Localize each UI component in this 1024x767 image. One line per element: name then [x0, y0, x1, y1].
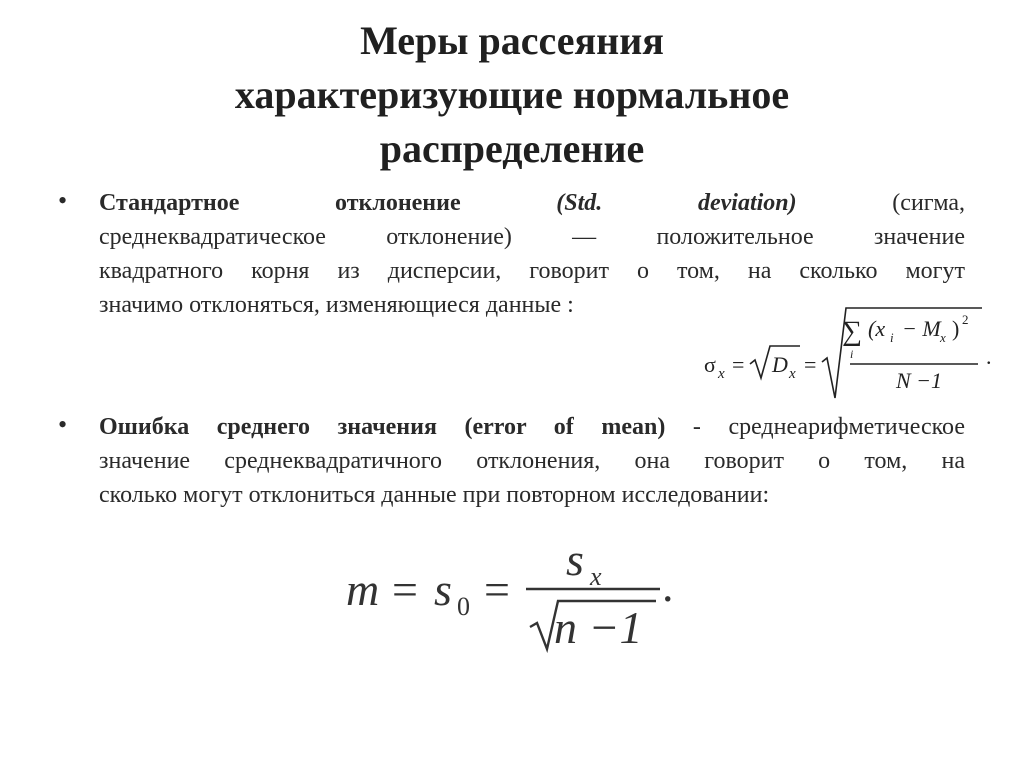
bullet-2-line-2: значение среднеквадратичного отклонения, она говорит о том, на — [99, 448, 965, 474]
term-error-of-mean: Ошибка среднего значения (error of mean) — [99, 414, 666, 440]
term-std-2: отклонение — [335, 190, 461, 216]
error-of-mean-formula — [340, 535, 680, 665]
numerator-m-subscript: x — [940, 330, 946, 345]
numerator-s-subscript: x — [590, 562, 602, 591]
numerator-minus-m: − M — [902, 316, 941, 341]
term-std-4: deviation) — [697, 190, 797, 216]
numerator-x-index: i — [890, 330, 894, 345]
sum-index: i — [850, 347, 854, 361]
bullet-2-line-3: сколько могут отклониться данные при повторном исследовании: — [99, 482, 770, 508]
numerator-close-paren: ) — [952, 316, 960, 341]
formula-1-period: . — [986, 344, 992, 369]
bullet-2-line-1 — [99, 410, 965, 444]
numerator-exponent: 2 — [962, 312, 969, 327]
bullet-1-line-4: значимо отклоняться, изменяющиеся данные : — [99, 292, 574, 318]
title-line-2: характеризующие нормальное — [234, 72, 790, 117]
s-symbol: s — [434, 564, 452, 615]
bullet-1-line-3: квадратного корня из дисперсии, говорит о том, на сколько могут — [99, 258, 965, 284]
m-symbol: m — [346, 564, 380, 615]
equals-sign-4: = — [484, 564, 510, 615]
term-std-5: (сигма, — [892, 190, 965, 216]
equals-sign-3: = — [392, 564, 418, 615]
bullet-1-line-1 — [99, 186, 965, 220]
bullet-1-line-2: среднеквадратическое отклонение) — положительное значение — [99, 224, 965, 250]
equals-sign-2: = — [804, 352, 817, 377]
bullet-marker-2: • — [58, 410, 68, 439]
bullet-2-line-1-rest: - среднеарифметическое — [692, 414, 966, 440]
bullet-2-text — [99, 410, 965, 512]
std-deviation-formula — [700, 302, 1000, 402]
term-std-1: Стандартное — [99, 190, 240, 216]
sigma-symbol: σ — [704, 352, 716, 377]
denominator-n-minus-1: n −1 — [554, 602, 643, 653]
numerator-x: (x — [868, 316, 886, 341]
variance-symbol: D — [772, 352, 788, 377]
title-line-1: Меры рассеяния — [360, 18, 664, 63]
slide-title — [0, 14, 1024, 176]
term-std-3: (Std. — [556, 190, 603, 216]
bullet-marker-1: • — [58, 186, 68, 215]
equals-sign-1: = — [732, 352, 745, 377]
variance-subscript: x — [789, 366, 796, 382]
sigma-subscript: x — [718, 366, 725, 382]
sum-symbol: ∑ — [842, 316, 862, 347]
title-line-3: распределение — [379, 126, 645, 171]
numerator-s: s — [566, 535, 584, 585]
s-subscript-zero: 0 — [457, 592, 470, 621]
formula-2-period: . — [662, 560, 674, 611]
denominator: N −1 — [896, 368, 943, 393]
